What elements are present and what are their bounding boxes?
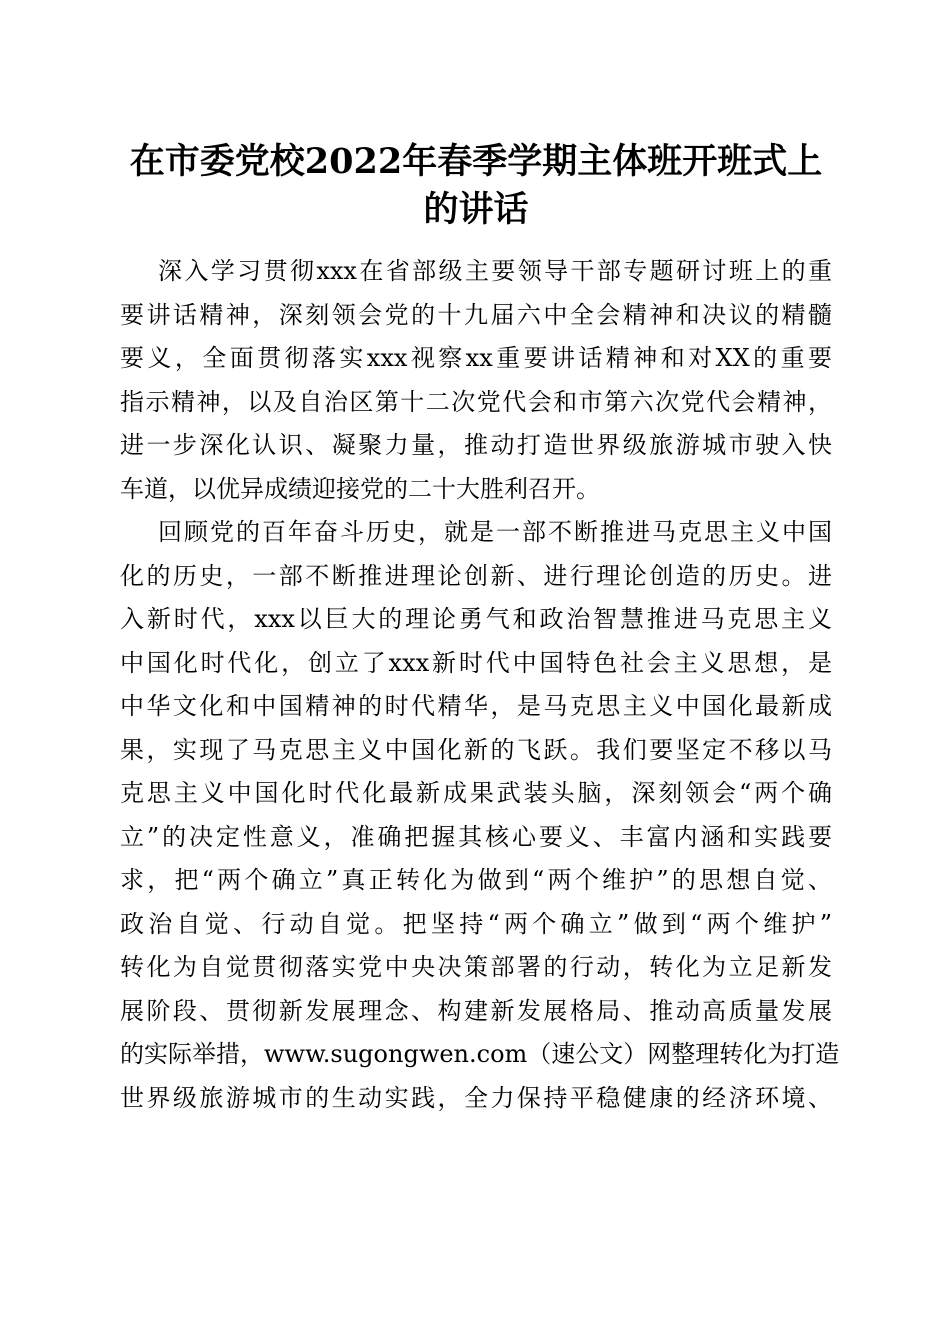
- text-line: 中华文化和中国精神的时代精华，是马克思主义中国化最新成: [120, 692, 832, 720]
- document-title: [120, 138, 832, 234]
- title-line: 在市委党校2022年春季学期主体班开班式上: [129, 141, 823, 182]
- text-line: 果，实现了马克思主义中国化新的飞跃。我们要坚定不移以马: [120, 735, 832, 764]
- text-line: 转化为自觉贯彻落实党中央决策部署的行动，转化为立足新发: [120, 953, 832, 981]
- text-line: 的实际举措，www.sugongwen.com（速公文）网整理转化为打造: [120, 1040, 840, 1068]
- text-line: 进一步深化认识、凝聚力量，推动打造世界级旅游城市驶入快: [120, 431, 832, 459]
- text-line: 展阶段、贯彻新发展理念、构建新发展格局、推动高质量发展: [120, 996, 832, 1025]
- text-line: 化的历史，一部不断推进理论创新、进行理论创造的历史。进: [120, 561, 832, 590]
- text-line: 政治自觉、行动自觉。把坚持“两个确立”做到“两个维护”: [120, 909, 832, 938]
- title-line: 的讲话: [423, 189, 529, 230]
- text-line: 中国化时代化，创立了xxx新时代中国特色社会主义思想，是: [120, 648, 832, 677]
- text-line: 指示精神，以及自治区第十二次党代会和市第六次党代会精神，: [120, 387, 832, 416]
- text-line: 克思主义中国化时代化最新成果武装头脑，深刻领会“两个确: [120, 779, 832, 807]
- text-line: 车道，以优异成绩迎接党的二十大胜利召开。: [120, 474, 600, 503]
- text-line: 回顾党的百年奋斗历史，就是一部不断推进马克思主义中国: [158, 518, 832, 546]
- text-line: 要义，全面贯彻落实xxx视察xx重要讲话精神和对XX的重要: [120, 344, 832, 372]
- text-line: 入新时代，xxx以巨大的理论勇气和政治智慧推进马克思主义: [120, 605, 832, 633]
- document-body: [120, 250, 840, 1120]
- paragraph-1: [120, 250, 832, 511]
- text-line: 要讲话精神，深刻领会党的十九届六中全会精神和决议的精髓: [120, 300, 832, 329]
- text-line: 立”的决定性意义，准确把握其核心要义、丰富内涵和实践要: [120, 822, 832, 851]
- text-line: 求，把“两个确立”真正转化为做到“两个维护”的思想自觉、: [120, 866, 832, 894]
- text-line: 深入学习贯彻xxx在省部级主要领导干部专题研讨班上的重: [158, 257, 832, 285]
- text-line: 世界级旅游城市的生动实践，全力保持平稳健康的经济环境、: [120, 1083, 832, 1112]
- paragraph-2: [120, 511, 840, 1120]
